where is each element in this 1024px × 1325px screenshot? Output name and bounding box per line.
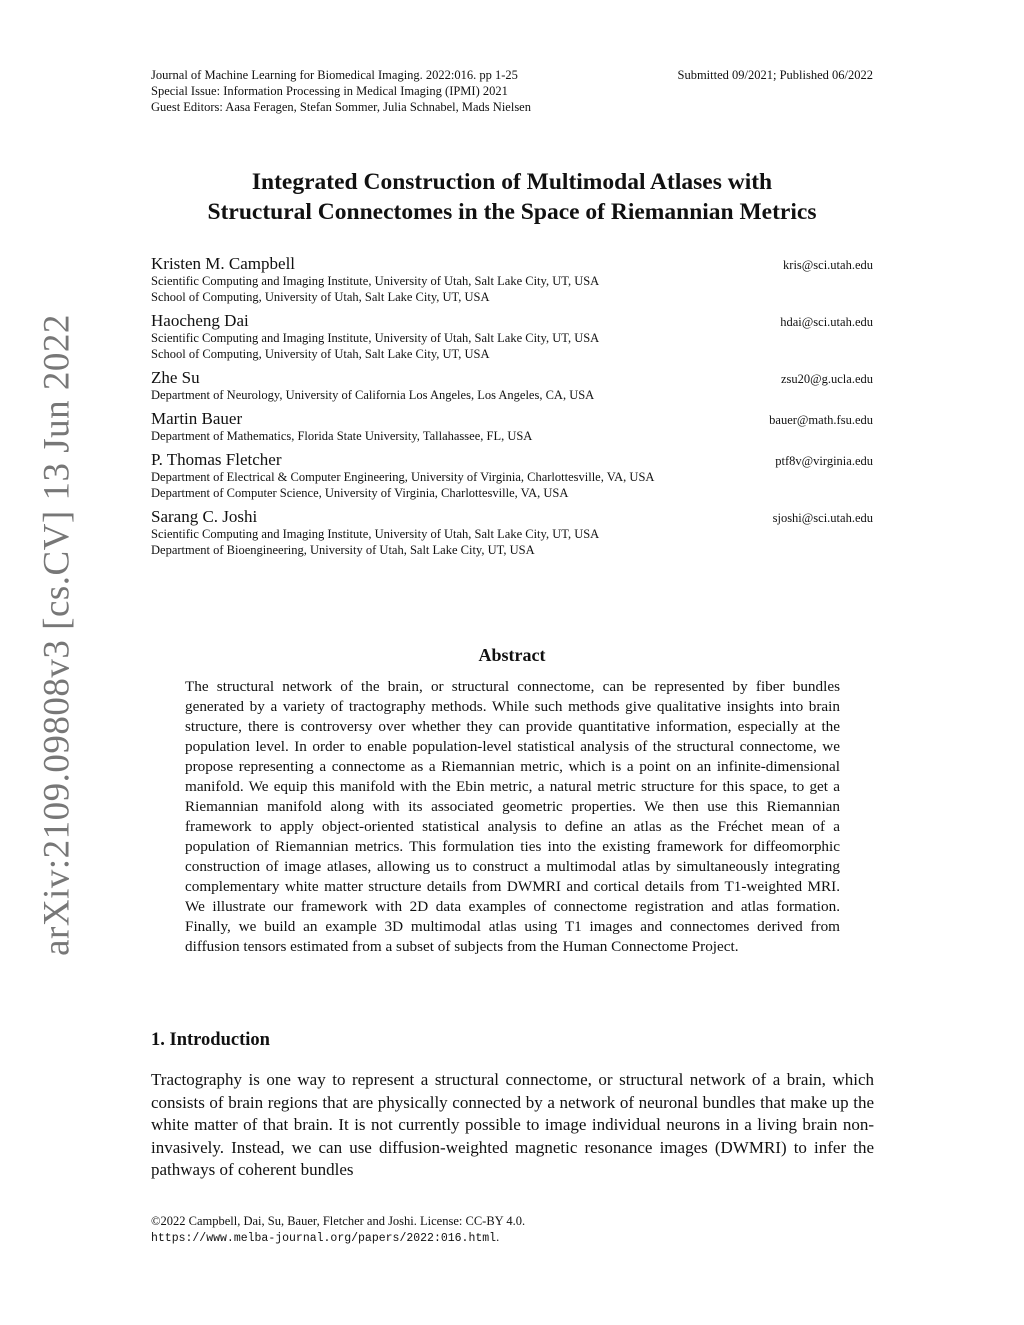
section-heading-introduction: 1. Introduction bbox=[151, 1030, 270, 1050]
author-name: P. Thomas Fletcher bbox=[151, 450, 282, 469]
introduction-text: Tractography is one way to represent a structural connectome, or structural network of a brain, which consists of brain regions that are physically connected by a network of neuronal bundles that make up the white matter of that brain. It is not currently possible to image individual neurons in a living brain non-invasively. Instead, we can use diffusion-weighted magnetic resonance images (DWMRI) to infer the pathways of coherent bundles bbox=[151, 1070, 874, 1179]
author-affiliation: Scientific Computing and Imaging Institute, University of Utah, Salt Lake City, UT, USA bbox=[151, 274, 600, 288]
author-name: Martin Bauer bbox=[151, 409, 243, 428]
footer-url-line bbox=[151, 1230, 499, 1245]
abstract-text: The structural network of the brain, or structural connectome, can be represented by fiber bundles generated by a variety of tractography methods. While such methods give qualitative insights into brain structure, there is controversy over whether they can provide quantitative information, especially at the population level. In order to enable population-level statistical analysis of the structural connectome, we propose representing a connectome as a Riemannian metric, which is a point on an infinite-dimensional manifold. We equip this manifold with the Ebin metric, a natural metric structure for this space, to get a Riemannian manifold along with its associated geometric properties. We then use this Riemannian framework to apply object-oriented statistical analysis to define an atlas as the Fréchet mean of a population of Riemannian metrics. This formulation ties into the existing framework for diffeomorphic construction of image atlases, allowing us to construct a multimodal atlas by simultaneously integrating complementary white matter structure details from DWMRI and cortical details from T1-weighted MRI. We illustrate our framework with 2D data examples of connectome registration and atlas formation. Finally, we build an example 3D multimodal atlas using T1 images and connectomes derived from diffusion tensors estimated from a subset of subjects from the Human Connectome Project. bbox=[185, 678, 840, 955]
author-email[interactable]: zsu20@g.ucla.edu bbox=[780, 372, 873, 386]
paper-url-link[interactable]: https://www.melba-journal.org/papers/2022:016.html bbox=[151, 1232, 497, 1245]
paper-title-line-1: Integrated Construction of Multimodal Atlases with bbox=[251, 169, 773, 195]
author-affiliation: School of Computing, University of Utah, Salt Lake City, UT, USA bbox=[151, 347, 490, 361]
url-suffix: . bbox=[496, 1230, 500, 1244]
author-affiliation: School of Computing, University of Utah, Salt Lake City, UT, USA bbox=[151, 290, 490, 304]
author-email[interactable]: sjoshi@sci.utah.edu bbox=[772, 511, 873, 525]
author-email[interactable]: hdai@sci.utah.edu bbox=[780, 315, 873, 329]
author-name: Kristen M. Campbell bbox=[151, 254, 296, 273]
author-affiliation: Scientific Computing and Imaging Institute, University of Utah, Salt Lake City, UT, USA bbox=[151, 331, 600, 345]
guest-editors-line: Guest Editors: Aasa Feragen, Stefan Sommer, Julia Schnabel, Mads Nielsen bbox=[151, 100, 531, 114]
author-name: Sarang C. Joshi bbox=[151, 507, 258, 526]
author-email[interactable]: kris@sci.utah.edu bbox=[783, 258, 873, 272]
paper-title-line-2: Structural Connectomes in the Space of Riemannian Metrics bbox=[207, 199, 817, 225]
author-email[interactable]: ptf8v@virginia.edu bbox=[775, 454, 873, 468]
journal-line: Journal of Machine Learning for Biomedical Imaging. 2022:016. pp 1-25 bbox=[151, 68, 518, 82]
copyright-notice: ©2022 Campbell, Dai, Su, Bauer, Fletcher and Joshi. License: CC-BY 4.0. bbox=[151, 1214, 526, 1228]
author-name: Zhe Su bbox=[151, 368, 200, 387]
abstract-heading: Abstract bbox=[478, 645, 546, 665]
author-email[interactable]: bauer@math.fsu.edu bbox=[769, 413, 873, 427]
special-issue-line: Special Issue: Information Processing in Medical Imaging (IPMI) 2021 bbox=[151, 84, 508, 98]
author-affiliation: Department of Computer Science, University of Virginia, Charlottesville, VA, USA bbox=[151, 486, 569, 500]
submission-dates: Submitted 09/2021; Published 06/2022 bbox=[677, 68, 873, 82]
author-affiliation: Department of Neurology, University of California Los Angeles, Los Angeles, CA, USA bbox=[151, 388, 595, 402]
author-name: Haocheng Dai bbox=[151, 311, 249, 330]
author-affiliation: Department of Electrical & Computer Engineering, University of Virginia, Charlottesville, VA, USA bbox=[151, 470, 655, 484]
author-affiliation: Scientific Computing and Imaging Institute, University of Utah, Salt Lake City, UT, USA bbox=[151, 527, 600, 541]
author-affiliation: Department of Bioengineering, University of Utah, Salt Lake City, UT, USA bbox=[151, 543, 535, 557]
author-affiliation: Department of Mathematics, Florida State University, Tallahassee, FL, USA bbox=[151, 429, 533, 443]
arxiv-stamp: arXiv:2109.09808v3 [cs.CV] 13 Jun 2022 bbox=[36, 314, 78, 956]
